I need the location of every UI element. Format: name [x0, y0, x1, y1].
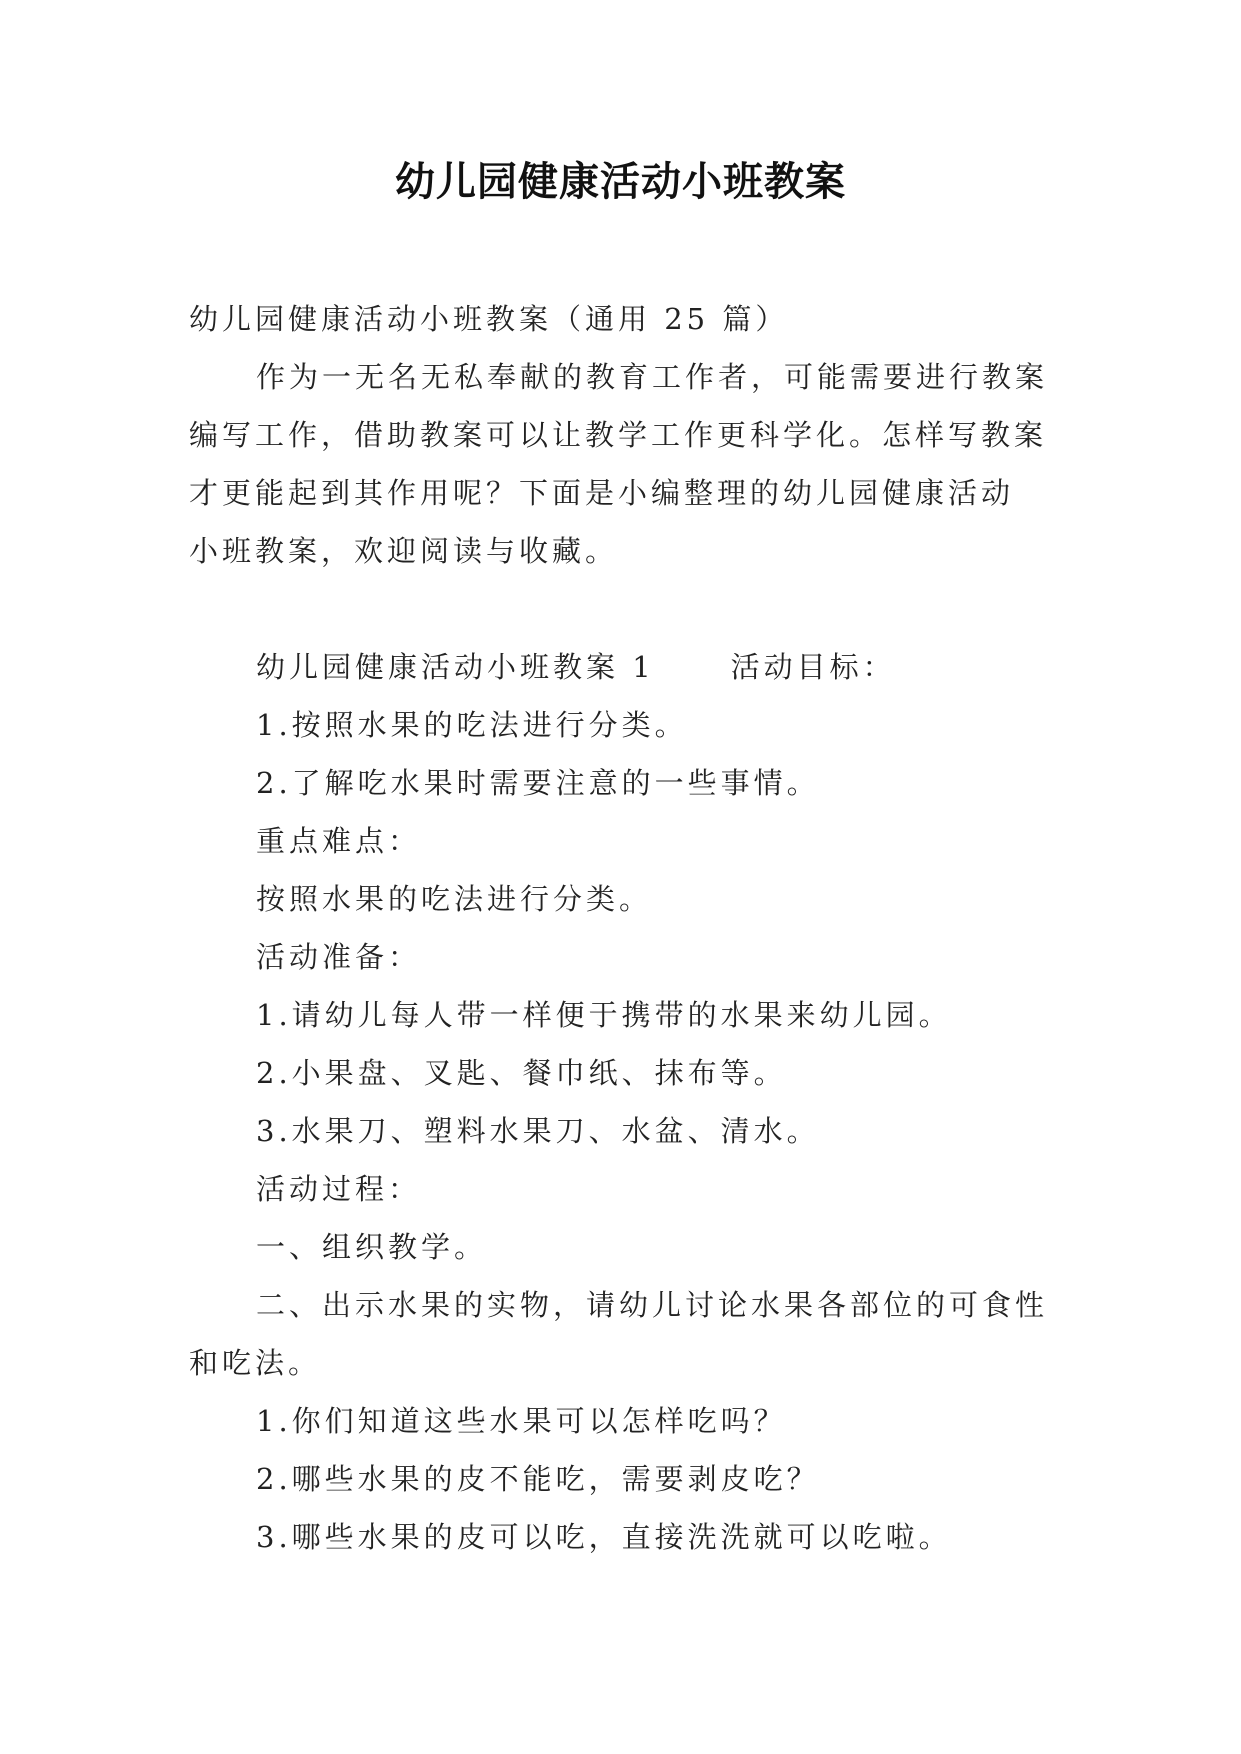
text-line: 活动准备： — [256, 940, 422, 974]
intro-line: 才更能起到其作用呢？下面是小编整理的幼儿园健康活动 — [189, 476, 1015, 510]
intro-line: 小班教案，欢迎阅读与收藏。 — [189, 534, 619, 568]
text-line: 活动过程： — [256, 1172, 422, 1206]
text-line: 一、组织教学。 — [256, 1230, 488, 1264]
text-line: 2.哪些水果的皮不能吃，需要剥皮吃？ — [256, 1462, 820, 1496]
text-line: 2.了解吃水果时需要注意的一些事情。 — [256, 766, 820, 800]
intro-line: 编写工作，借助教案可以让教学工作更科学化。怎样写教案 — [189, 418, 1048, 452]
document-subtitle: 幼儿园健康活动小班教案（通用 25 篇） — [189, 302, 789, 336]
document-title: 幼儿园健康活动小班教案 — [395, 159, 846, 205]
text-line: 二、出示水果的实物，请幼儿讨论水果各部位的可食性 — [256, 1288, 1049, 1322]
intro-line: 作为一无名无私奉献的教育工作者，可能需要进行教案 — [256, 360, 1049, 394]
text-line: 3.哪些水果的皮可以吃，直接洗洗就可以吃啦。 — [256, 1520, 952, 1554]
paragraph-gap — [189, 580, 1054, 638]
text-line: 和吃法。 — [189, 1346, 322, 1380]
section-heading-line — [189, 638, 1054, 696]
text-line: 重点难点： — [256, 824, 422, 858]
document-body — [189, 290, 1054, 1566]
section-heading: 幼儿园健康活动小班教案 1 — [256, 650, 655, 684]
text-line: 2.小果盘、叉匙、餐巾纸、抹布等。 — [256, 1056, 787, 1090]
section-heading-right: 活动目标： — [730, 650, 896, 684]
text-line: 按照水果的吃法进行分类。 — [256, 882, 653, 916]
text-line: 1.按照水果的吃法进行分类。 — [256, 708, 688, 742]
text-line: 3.水果刀、塑料水果刀、水盆、清水。 — [256, 1114, 820, 1148]
text-line: 1.你们知道这些水果可以怎样吃吗？ — [256, 1404, 787, 1438]
text-line: 1.请幼儿每人带一样便于携带的水果来幼儿园。 — [256, 998, 952, 1032]
